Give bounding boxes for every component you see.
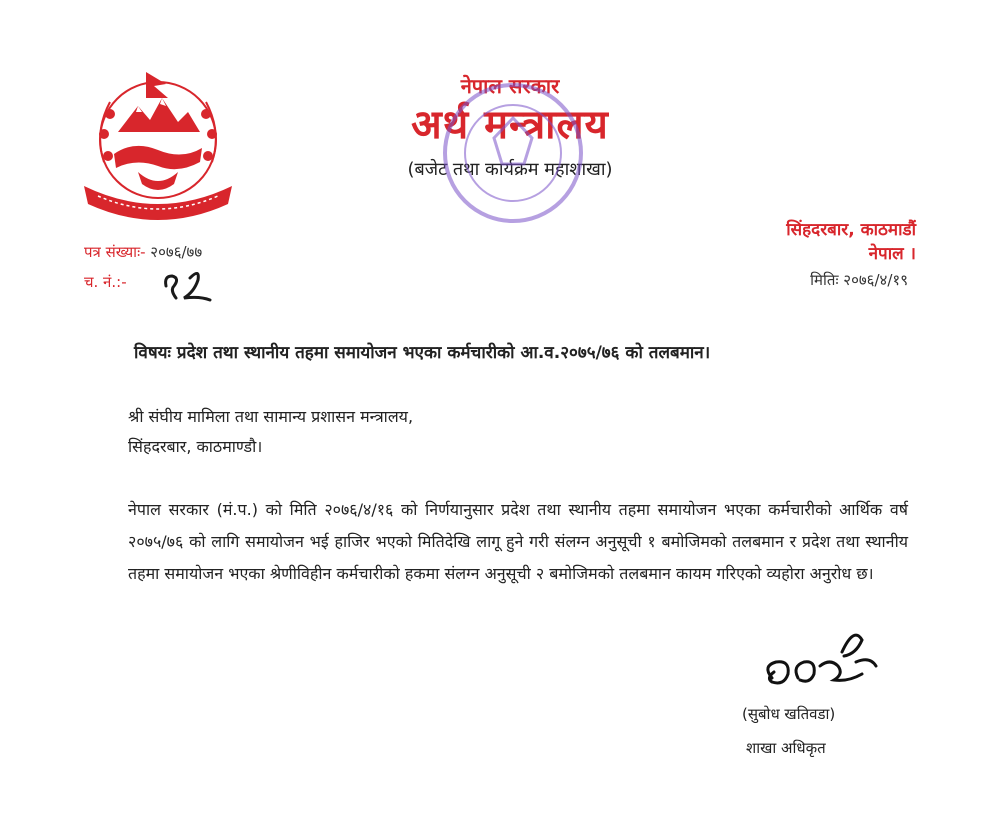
office-address [786, 218, 916, 266]
address-line-2: नेपाल । [868, 244, 916, 264]
handwritten-signature-icon [758, 622, 888, 702]
reference-number-value: २०७६/७७ [150, 243, 203, 261]
recipient-line-1: श्री संघीय मामिला तथा सामान्य प्रशासन मन्त्रालय, [128, 407, 414, 426]
address-line-1: सिंहदरबार, काठमाडौं [786, 220, 916, 240]
dispatch-number-label: च. नं.:- [84, 273, 127, 291]
letter-subject: विषयः प्रदेश तथा स्थानीय तहमा समायोजन भएका कर्मचारीको आ.व.२०७५/७६ को तलबमान। [134, 343, 711, 363]
date-value: २०७६/४/१९ [843, 271, 908, 289]
letter-body: नेपाल सरकार (मं.प.) को मिति २०७६/४/१६ को निर्णयानुसार प्रदेश तथा स्थानीय तहमा समायोजन भएका कर्मचारीको आर्थिक वर्ष २०७५/७६ को लागि समायोजन भई हाजिर भएको मितिदेखि लागू हुने गरी संलग्न अनुसूची १ बमोजिमको तलबमान र प्रदेश तथा स्थानीय तहमा समायोजन भएका श्रेणीविहीन कर्मचारीको हकमा संलग्न अनुसूची २ बमोजिमको तलबमान कायम गरिएको व्यहोरा अनुरोध छ। [128, 500, 908, 583]
letterhead [360, 70, 660, 220]
dispatch-number-handwritten [160, 264, 220, 304]
letter-date [810, 270, 908, 290]
dispatch-number [84, 272, 127, 292]
recipient-block [128, 402, 413, 462]
recipient-line-2: सिंहदरबार, काठमाण्डौ। [128, 437, 263, 456]
nepal-emblem-icon [74, 62, 242, 230]
division-name: (बजेट तथा कार्यक्रम महाशाखा) [407, 159, 613, 180]
ministry-name: अर्थ मन्त्रालय [411, 102, 609, 148]
reference-number [84, 242, 202, 262]
date-label: मितिः [810, 271, 839, 289]
signatory-name: (सुबोध खतिवडा) [742, 705, 836, 723]
government-name: नेपाल सरकार [460, 74, 560, 98]
reference-number-label: पत्र संख्याः- [84, 243, 146, 261]
signatory-title: शाखा अधिकृत [746, 739, 826, 757]
